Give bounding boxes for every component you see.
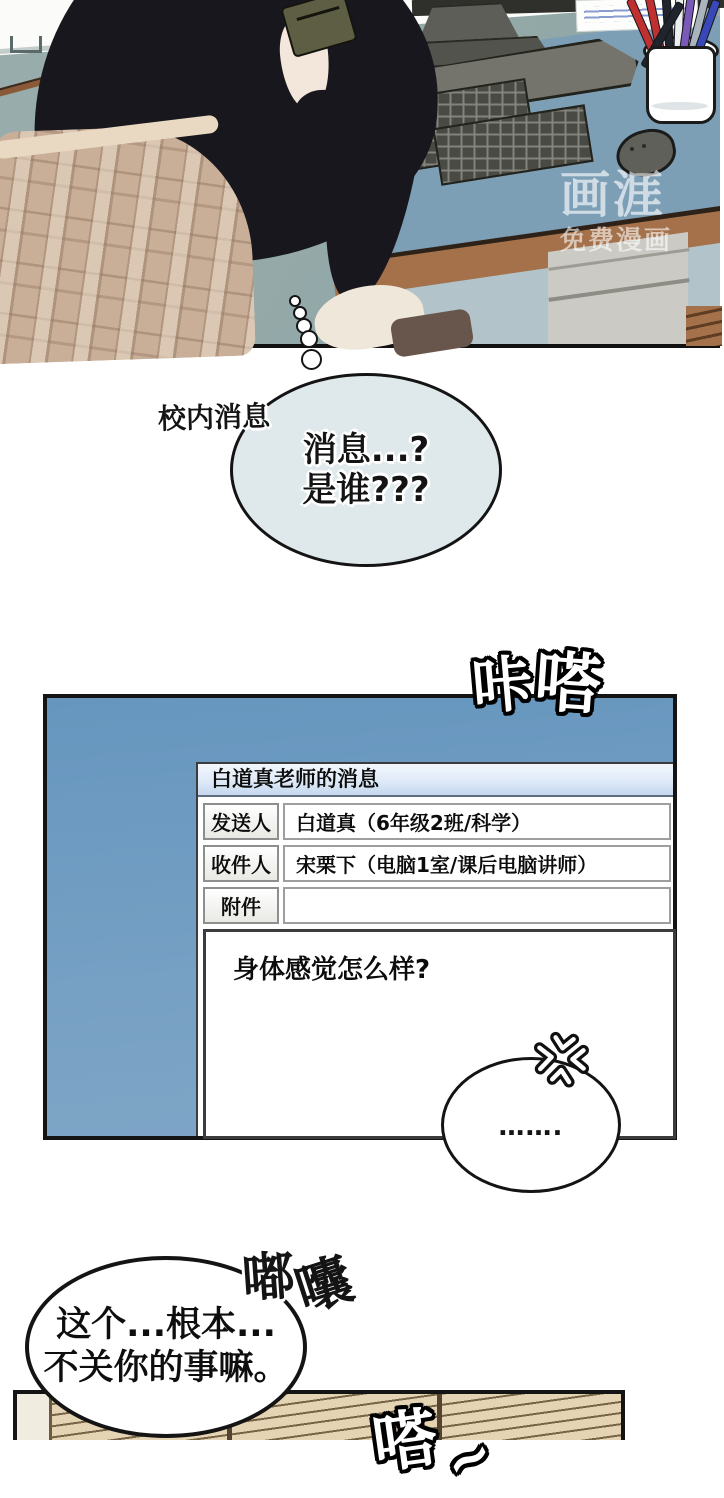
- pen-cup-shade: [652, 102, 708, 110]
- system-message-label: 校内消息: [157, 399, 271, 436]
- watermark: [560, 166, 716, 256]
- recipient-field-value: 宋栗下（电脑1室/课后电脑讲师）: [283, 845, 671, 882]
- thought-bubble-line1: 消息...?: [302, 429, 430, 470]
- sfx-click-char1: 咔: [469, 648, 536, 724]
- attachment-field-label: 附件: [203, 887, 279, 924]
- message-field-row: [203, 845, 671, 882]
- message-window: [196, 762, 673, 1136]
- message-body-text: 身体感觉怎么样?: [233, 955, 431, 985]
- panel-desk-scene: [0, 0, 720, 348]
- speech-bubble-line2: 不关你的事嘛。: [43, 1348, 289, 1388]
- watermark-tagline: 免费漫画: [560, 226, 673, 256]
- message-window-titlebar: [198, 764, 673, 797]
- sender-field-label: 发送人: [203, 803, 279, 840]
- thought-dot: [301, 349, 322, 370]
- sfx-mutter-char2: 囔: [287, 1246, 362, 1326]
- sfx-mutter-char1: 嘟: [240, 1246, 297, 1310]
- mouse-button-dot: [630, 147, 634, 151]
- message-field-row: [203, 803, 671, 840]
- sfx-click-char2: 嗒: [531, 642, 604, 725]
- thought-bubble-line2: 是谁???: [302, 470, 430, 510]
- cabinet-side-panel: [17, 1394, 52, 1440]
- message-window-title: 白道真老师的消息: [211, 767, 379, 791]
- reply-bubble-text: …….: [498, 1112, 564, 1142]
- mouse-button-dot: [642, 144, 646, 148]
- wood-shelf-corner: [686, 306, 722, 346]
- speech-bubble-line1: 这个...根本...: [56, 1305, 276, 1346]
- recipient-field-label: 收件人: [203, 845, 279, 882]
- anger-mark-icon: [527, 1029, 593, 1097]
- message-fields: [203, 803, 671, 929]
- attachment-field-value: [283, 887, 671, 924]
- sender-field-value: 白道真（6年级2班/科学）: [283, 803, 671, 840]
- sfx-mutter: [240, 1232, 362, 1326]
- message-field-row: [203, 887, 671, 924]
- sfx-tap-char: 嗒: [367, 1400, 442, 1484]
- thought-bubble: [230, 373, 502, 567]
- whiteboard-marker-tray: [10, 36, 42, 53]
- thought-dot: [300, 330, 318, 348]
- sfx-click: [469, 630, 604, 725]
- pen-cup: [646, 46, 716, 124]
- watermark-logo: 画涯: [560, 166, 666, 224]
- sfx-tap-tail: ~: [432, 1418, 505, 1498]
- sfx-tap: [367, 1390, 505, 1498]
